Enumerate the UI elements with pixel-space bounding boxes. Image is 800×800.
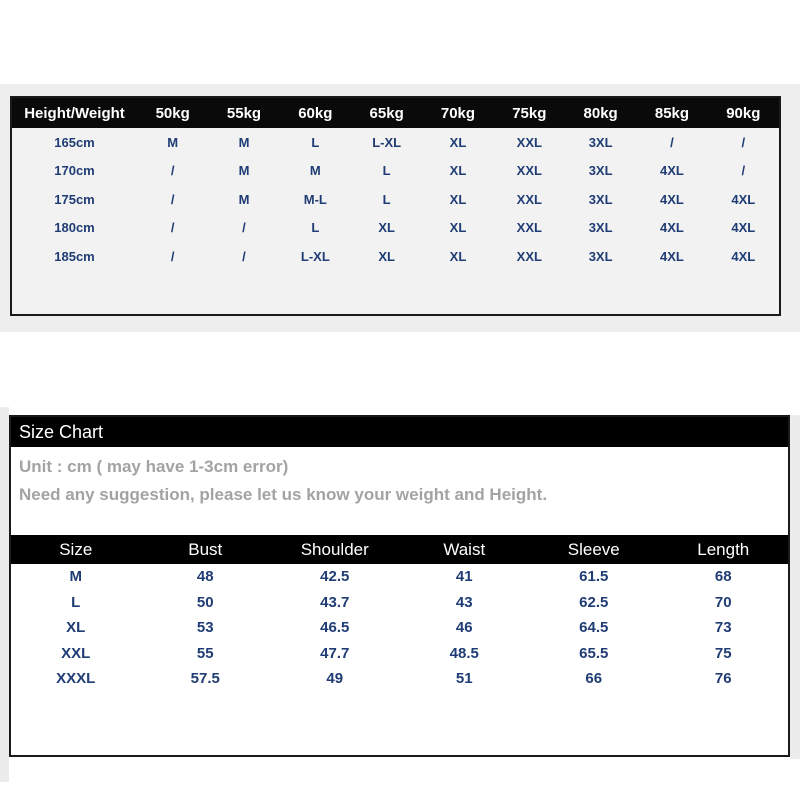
- size-cell: XXL: [516, 163, 542, 179]
- measure-cell: 76: [714, 670, 732, 688]
- header-cell-65kg: 65kg: [369, 104, 404, 122]
- size-cell: L: [311, 220, 320, 236]
- header-cell-size: Size: [59, 539, 93, 559]
- header-cell-shoulder: Shoulder: [300, 539, 369, 559]
- header-cell-90kg: 90kg: [726, 104, 761, 122]
- size-row-xxl: [11, 641, 788, 667]
- header-cell-70kg: 70kg: [440, 104, 476, 122]
- size-row-xl: [11, 615, 788, 641]
- measure-cell: 70: [714, 593, 732, 611]
- measure-cell: 43.7: [320, 593, 350, 611]
- size-row-xxxl: [11, 666, 788, 692]
- size-cell: 4XL: [731, 248, 756, 264]
- size-chart-header: [11, 535, 788, 564]
- row-label: XXXL: [56, 670, 96, 688]
- size-cell: XXL: [516, 220, 542, 236]
- size-cell: XL: [449, 248, 467, 264]
- measure-cell: 53: [196, 619, 214, 637]
- size-cell: XL: [449, 220, 467, 236]
- right-gutter-strip: [790, 415, 800, 759]
- measure-cell: 41: [455, 568, 473, 586]
- header-cell-75kg: 75kg: [512, 104, 547, 122]
- size-cell: 4XL: [660, 220, 684, 236]
- size-row-l: [11, 590, 788, 616]
- height-weight-panel: [0, 84, 800, 332]
- header-cell-50kg: 50kg: [155, 104, 190, 122]
- measure-cell: 46: [455, 619, 473, 637]
- measure-cell: 62.5: [579, 593, 609, 611]
- unit-note: Unit : cm ( may have 1-3cm error): [19, 457, 289, 476]
- table-row-170cm: [12, 157, 779, 186]
- size-cell: M: [238, 163, 250, 179]
- table-row-185cm: [12, 242, 779, 271]
- size-cell: 3XL: [588, 191, 613, 207]
- measure-cell: 42.5: [320, 568, 350, 586]
- size-cell: /: [170, 163, 175, 179]
- size-cell: XL: [378, 248, 395, 264]
- measure-cell: 48: [196, 568, 214, 586]
- header-cell-waist: Waist: [443, 539, 486, 559]
- size-cell: 3XL: [588, 134, 613, 150]
- size-cell: /: [242, 220, 246, 236]
- size-cell: 3XL: [588, 220, 613, 236]
- measure-cell: 43: [455, 593, 473, 611]
- row-label: M: [69, 568, 82, 586]
- size-cell: XL: [449, 191, 467, 207]
- measure-cell: 48.5: [449, 644, 479, 662]
- size-cell: /: [170, 248, 175, 264]
- measure-cell: 51: [455, 670, 473, 688]
- height-weight-table: [10, 96, 781, 316]
- measure-cell: 64.5: [579, 619, 609, 637]
- header-cell-height-weight: Height/Weight: [24, 104, 125, 122]
- row-label: L: [71, 593, 81, 611]
- header-cell-length: Length: [697, 539, 750, 559]
- size-chart-notes: [11, 447, 788, 535]
- measure-cell: 68: [714, 568, 732, 586]
- table-row-180cm: [12, 214, 779, 243]
- measure-cell: 50: [196, 593, 214, 611]
- size-cell: 4XL: [731, 191, 756, 207]
- size-cell: /: [242, 248, 246, 264]
- size-cell: M: [238, 134, 250, 150]
- size-cell: 3XL: [588, 248, 613, 264]
- size-row-m: [11, 564, 788, 590]
- size-cell: 4XL: [660, 163, 684, 179]
- measure-cell: 46.5: [320, 619, 350, 637]
- height-weight-table-header: [12, 98, 779, 128]
- measure-cell: 73: [714, 619, 732, 637]
- size-cell: 4XL: [660, 191, 684, 207]
- measure-cell: 75: [714, 644, 732, 662]
- row-label: 180cm: [54, 220, 95, 236]
- row-label: 170cm: [54, 163, 95, 179]
- header-cell-sleeve: Sleeve: [567, 539, 620, 559]
- size-cell: XXL: [516, 248, 542, 264]
- row-label: 165cm: [54, 134, 95, 150]
- measure-cell: 47.7: [320, 644, 350, 662]
- row-label: XL: [66, 619, 86, 637]
- size-cell: /: [170, 191, 175, 207]
- row-label: 175cm: [54, 191, 95, 207]
- size-cell: /: [741, 134, 746, 150]
- header-cell-bust: Bust: [188, 539, 223, 559]
- measure-cell: 66: [585, 670, 603, 688]
- size-cell: /: [670, 134, 674, 150]
- suggestion-note: Need any suggestion, please let us know your weight and Height.: [19, 485, 548, 504]
- row-label: XXL: [61, 644, 91, 662]
- size-cell: L: [311, 134, 320, 150]
- measure-cell: 55: [196, 644, 214, 662]
- size-cell: L: [382, 191, 391, 207]
- size-cell: /: [741, 163, 746, 179]
- size-cell: /: [170, 220, 175, 236]
- row-label: 185cm: [54, 248, 95, 264]
- size-cell: XL: [449, 134, 467, 150]
- size-cell: L: [382, 163, 391, 179]
- size-cell: XL: [378, 220, 395, 236]
- measure-cell: 57.5: [190, 670, 220, 688]
- table-row-165cm: [12, 128, 779, 157]
- size-chart-table: [9, 415, 790, 757]
- size-cell: M: [309, 163, 321, 179]
- header-cell-60kg: 60kg: [298, 104, 333, 122]
- size-cell: 3XL: [588, 163, 613, 179]
- size-cell: M-L: [303, 191, 327, 207]
- header-cell-55kg: 55kg: [226, 104, 262, 122]
- header-cell-80kg: 80kg: [583, 104, 618, 122]
- measure-cell: 61.5: [579, 568, 609, 586]
- measure-cell: 65.5: [579, 644, 609, 662]
- table-row-175cm: [12, 185, 779, 214]
- size-cell: 4XL: [660, 248, 684, 264]
- left-gutter-strip: [0, 407, 9, 782]
- size-chart-title: Size Chart: [11, 417, 788, 447]
- size-cell: XXL: [516, 134, 542, 150]
- size-cell: 4XL: [731, 220, 756, 236]
- size-cell: L-XL: [300, 248, 330, 264]
- size-cell: M: [167, 134, 179, 150]
- measure-cell: 49: [326, 670, 344, 688]
- size-cell: L-XL: [372, 134, 402, 150]
- header-cell-85kg: 85kg: [654, 104, 690, 122]
- size-cell: XXL: [516, 191, 542, 207]
- size-cell: M: [238, 191, 250, 207]
- size-cell: XL: [449, 163, 467, 179]
